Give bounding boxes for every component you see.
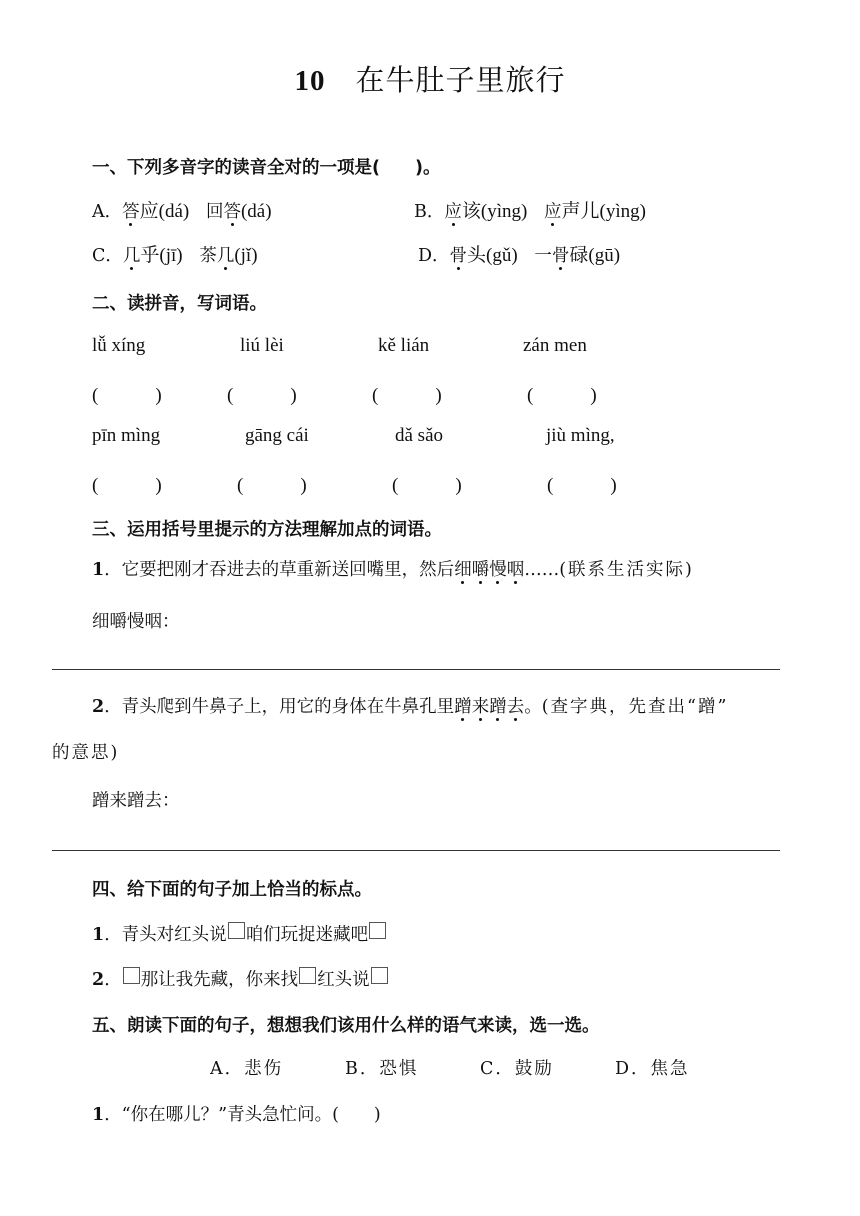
dotted-char: 骨 [551, 246, 570, 266]
pinyin-2-4: jiù mìng, [546, 425, 615, 446]
pinyin-2-1: pīn mìng [92, 425, 161, 446]
option-c-word-2-start: 茶 [199, 246, 217, 266]
pinyin-1-3: kě lián [378, 335, 430, 356]
question-number: 2 [92, 970, 105, 990]
option-d-word-2-start: 一 [534, 246, 552, 266]
tone-option-a[interactable]: A．悲伤 [210, 1059, 284, 1079]
dotted-char: 答 [223, 202, 241, 222]
dotted-char: 应 [444, 202, 462, 222]
dotted-char: 去 [506, 697, 525, 717]
dotted-char: 几 [216, 246, 235, 266]
question-number: 2 [92, 697, 105, 717]
pinyin-1-2: liú lèi [240, 335, 284, 356]
question-4-1 [92, 921, 387, 946]
question-text: ．“你在哪儿？”青头急忙问。( ) [104, 1105, 381, 1125]
dotted-char: 蹭 [454, 697, 472, 717]
answer-bracket[interactable]: ( ) [92, 475, 162, 496]
option-d-word-2-end: 碌(gū) [569, 245, 621, 266]
dotted-char: 骨 [449, 246, 468, 266]
question-number: 1 [92, 925, 105, 945]
punctuation-box[interactable] [371, 967, 388, 984]
question-text: 红头说 [317, 970, 370, 990]
option-b-word-1: 该(yìng) [461, 201, 528, 222]
dotted-char: 慢 [489, 560, 507, 580]
option-b[interactable] [414, 196, 646, 223]
tone-option-d[interactable]: D．焦急 [615, 1059, 690, 1079]
option-a-word-2-pinyin: (dá) [240, 201, 272, 222]
dotted-char: 蹭 [489, 697, 507, 717]
question-5-1 [92, 1101, 381, 1126]
question-text-end: 。 [524, 697, 542, 717]
dotted-char: 答 [122, 202, 140, 222]
section-4-heading: 四、给下面的句子加上恰当的标点。 [92, 880, 372, 900]
question-hint-continued: 的意思) [52, 743, 120, 763]
tone-option-b[interactable]: B．恐惧 [345, 1059, 419, 1079]
answer-bracket[interactable]: ( ) [237, 475, 307, 496]
dotted-char: 咽 [506, 560, 525, 580]
option-a-word-2-start: 回 [205, 202, 224, 222]
question-hint: (联系生活实际) [559, 560, 694, 580]
question-text: ．它要把刚才吞进去的草重新送回嘴里，然后 [104, 560, 455, 580]
question-text: 那让我先藏，你来找 [140, 970, 299, 990]
answer-line[interactable] [52, 850, 780, 851]
answer-label-3-2: 蹭来蹭去： [92, 791, 180, 811]
answer-label-3-1: 细嚼慢咽： [92, 612, 180, 632]
tone-option-c[interactable]: C．鼓励 [480, 1059, 554, 1079]
option-b-word-2: 声儿(yìng) [561, 201, 646, 222]
pinyin-2-3: dǎ sǎo [395, 425, 444, 446]
pinyin-1-1: lǚ xíng [92, 335, 146, 356]
option-d[interactable] [418, 240, 620, 267]
option-c-word-2-pinyin: (jǐ) [234, 245, 258, 266]
option-d-word-1: 头(gǔ) [467, 245, 518, 266]
question-hint: (查字典，先查出“蹭” [541, 697, 729, 717]
page-title [0, 58, 860, 99]
answer-line[interactable] [52, 669, 780, 670]
question-text: ．青头爬到牛鼻子上，用它的身体在牛鼻孔里 [104, 697, 455, 717]
section-3-heading: 三、运用括号里提示的方法理解加点的词语。 [92, 520, 442, 540]
option-c-word-1: 乎(jī) [140, 245, 183, 266]
punctuation-box[interactable] [369, 922, 386, 939]
pinyin-2-2: gāng cái [245, 425, 309, 446]
question-text: ．青头对红头说 [104, 925, 227, 945]
answer-bracket[interactable]: ( ) [392, 475, 462, 496]
option-c-label: C． [92, 246, 123, 266]
answer-bracket[interactable]: ( ) [527, 385, 597, 406]
answer-bracket[interactable]: ( ) [227, 385, 297, 406]
lesson-number: 10 [294, 65, 326, 97]
dotted-char: 细 [454, 560, 472, 580]
lesson-title: 在牛肚子里旅行 [355, 63, 566, 97]
option-d-label: D． [418, 246, 450, 266]
option-a-word-1: 应(dá) [139, 201, 190, 222]
option-a-label: A． [92, 202, 123, 222]
option-a[interactable] [92, 196, 272, 223]
question-3-1 [92, 556, 694, 581]
punctuation-box[interactable] [299, 967, 316, 984]
question-text: ． [104, 970, 122, 990]
section-2-heading: 二、读拼音，写词语。 [92, 294, 267, 314]
dotted-char: 几 [122, 246, 141, 266]
dotted-char: 来 [471, 697, 490, 717]
question-3-2 [92, 693, 728, 718]
section-5-heading: 五、朗读下面的句子，想想我们该用什么样的语气来读，选一选。 [92, 1016, 600, 1036]
answer-bracket[interactable]: ( ) [92, 385, 162, 406]
question-4-2 [92, 966, 389, 991]
option-b-label: B． [414, 202, 445, 222]
punctuation-box[interactable] [123, 967, 140, 984]
question-number: 1 [92, 560, 105, 580]
question-number: 1 [92, 1105, 105, 1125]
question-text-end: …… [524, 560, 560, 580]
answer-bracket[interactable]: ( ) [372, 385, 442, 406]
punctuation-box[interactable] [228, 922, 245, 939]
section-1-heading: 一、下列多音字的读音全对的一项是( )。 [92, 158, 441, 178]
dotted-char: 应 [544, 202, 562, 222]
option-c[interactable] [92, 240, 258, 267]
dotted-char: 嚼 [471, 560, 490, 580]
question-text: 咱们玩捉迷藏吧 [245, 925, 369, 945]
answer-bracket[interactable]: ( ) [547, 475, 617, 496]
pinyin-1-4: zán men [523, 335, 587, 356]
